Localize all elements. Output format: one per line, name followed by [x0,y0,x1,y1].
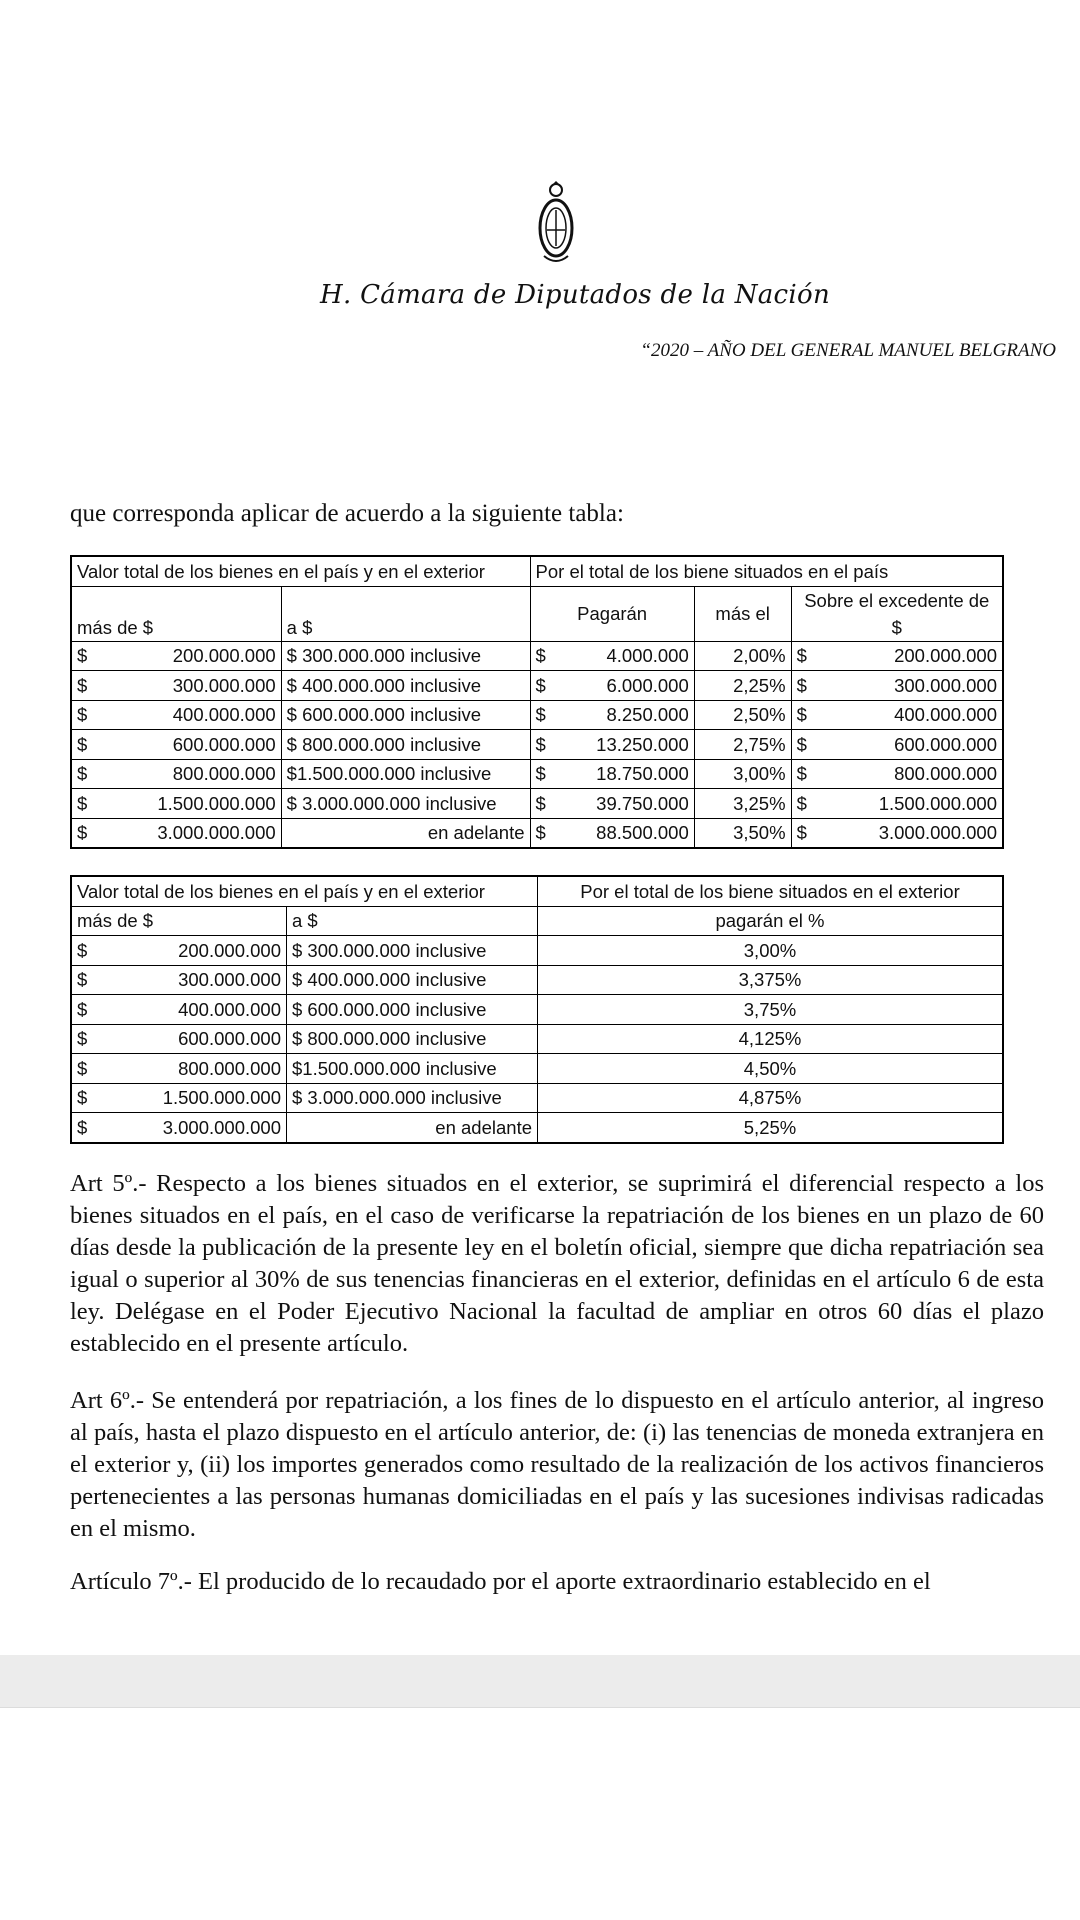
amount: 600.000.000 [178,1028,281,1050]
currency-value [77,642,276,669]
next-page-area [0,1708,1080,1920]
table-cell [71,818,281,848]
table-row [71,671,1003,701]
table-cell: 4,875% [538,1083,1004,1113]
col-header-rate: pagarán el % [538,906,1004,936]
table-cell: $ 800.000.000 inclusive [281,730,530,760]
currency-value [77,996,281,1023]
table-cell: 3,25% [694,789,791,819]
table-cell: 3,00% [694,759,791,789]
currency-value [797,819,997,846]
amount: 1.500.000.000 [162,1087,281,1109]
abroad-tax-table [70,875,1004,1144]
currency-symbol: $ [77,969,88,991]
amount: 800.000.000 [178,1057,281,1079]
table-cell: $ 3.000.000.000 inclusive [287,1083,538,1113]
article-7: Artículo 7º.- El producido de lo recaudado por el aporte extraordinario establecido en el [70,1568,931,1595]
table-group-header: Por el total de los biene situados en el exterior [538,876,1004,906]
currency-symbol: $ [796,704,807,726]
table-cell [71,1083,287,1113]
amount: 600.000.000 [172,733,276,755]
currency-symbol: $ [796,763,807,785]
amount: 3.000.000.000 [162,1116,281,1138]
table-cell [530,671,694,701]
chamber-name: H. Cámara de Diputados de la Nación [319,280,831,310]
currency-value [536,790,689,817]
table-cell [530,641,694,671]
currency-value [77,760,276,787]
amount: 200.000.000 [894,645,997,667]
currency-symbol: $ [77,998,88,1020]
currency-value [77,819,276,846]
table-cell: $ 400.000.000 inclusive [287,965,538,995]
currency-value [77,1084,281,1111]
table-cell [791,759,1003,789]
article-5: Art 5º.- Respecto a los bienes situados en el exterior, se suprimirá el diferencial respecto a los bienes situados en el país, en el caso de verificarse la repatriación de los bienes en un plazo de 60 días desde la publicación de la presente ley en el boletín oficial, siempre que dicha repatriación sea igual o superior al 30% de sus tenencias financieras en el exterior, definidas en el artículo 6 de esta ley. Delégase en el Poder Ejecutivo Nacional la facultad de ampliar en otros 60 días el plazo establecido en el presente artículo. [70,1170,1044,1357]
table-row [71,1083,1003,1113]
currency-symbol: $ [535,733,546,755]
table-group-header: Valor total de los bienes en el país y en el exterior [71,876,538,906]
table-cell [71,936,287,966]
currency-symbol: $ [796,674,807,696]
table-row [71,936,1003,966]
amount: 300.000.000 [172,674,276,696]
currency-symbol: $ [796,792,807,814]
viewer-page-gap [0,1655,1080,1708]
table-cell: 3,00% [538,936,1004,966]
currency-symbol: $ [535,792,546,814]
table-row [71,700,1003,730]
currency-symbol: $ [77,733,88,755]
table-cell [791,641,1003,671]
currency-value [77,1114,281,1141]
currency-value [77,701,276,728]
amount: 800.000.000 [172,763,276,785]
table-cell [791,671,1003,701]
currency-value [797,790,997,817]
table-cell [71,789,281,819]
national-seal-icon [536,180,576,268]
currency-value [77,966,281,993]
currency-value [797,731,997,758]
table-cell [791,789,1003,819]
table-cell: 2,50% [694,700,791,730]
amount: 400.000.000 [172,704,276,726]
table-cell: $ 600.000.000 inclusive [281,700,530,730]
currency-symbol: $ [535,704,546,726]
table-cell [530,759,694,789]
currency-symbol: $ [535,674,546,696]
amount: 13.250.000 [596,733,689,755]
currency-symbol: $ [796,733,807,755]
amount: 300.000.000 [894,674,997,696]
table-row [71,789,1003,819]
amount: 200.000.000 [172,645,276,667]
currency-symbol: $ [535,763,546,785]
table-row [71,995,1003,1025]
table-cell: $1.500.000.000 inclusive [281,759,530,789]
currency-symbol: $ [77,939,88,961]
currency-symbol: $ [535,645,546,667]
amount: 1.500.000.000 [878,792,997,814]
amount: 1.500.000.000 [157,792,276,814]
table-cell: 2,75% [694,730,791,760]
currency-value [77,1025,281,1052]
table-row [71,1113,1003,1143]
col-header-to: a $ [281,586,530,641]
amount: 600.000.000 [894,733,997,755]
table-cell [71,965,287,995]
currency-value [536,760,689,787]
amount: 4.000.000 [606,645,689,667]
table-row [71,818,1003,848]
table-cell [71,671,281,701]
table-row [71,1024,1003,1054]
amount: 400.000.000 [178,998,281,1020]
currency-value [536,731,689,758]
currency-value [77,937,281,964]
currency-symbol: $ [77,674,88,696]
table-cell: $ 800.000.000 inclusive [287,1024,538,1054]
currency-value [797,642,997,669]
table-row [71,730,1003,760]
table-group-header: Por el total de los biene situados en el país [530,556,1003,586]
currency-symbol: $ [77,792,88,814]
table-cell [71,1113,287,1143]
amount: 400.000.000 [894,704,997,726]
amount: 3.000.000.000 [878,822,997,844]
table-cell [530,789,694,819]
table-cell [791,700,1003,730]
currency-symbol: $ [77,1057,88,1079]
intro-text: que corresponda aplicar de acuerdo a la siguiente tabla: [70,500,624,527]
table-row [71,759,1003,789]
amount: 6.000.000 [606,674,689,696]
currency-value [536,672,689,699]
table-cell: 3,75% [538,995,1004,1025]
currency-symbol: $ [77,704,88,726]
currency-symbol: $ [77,1087,88,1109]
col-header-pay: Pagarán [530,586,694,641]
col-header-excess: Sobre el excedente de $ [791,586,1003,641]
table-cell: $ 300.000.000 inclusive [281,641,530,671]
table-cell [71,1054,287,1084]
year-motto: “2020 – AÑO DEL GENERAL MANUEL BELGRANO [640,340,1056,361]
table-row [71,1054,1003,1084]
currency-value [797,760,997,787]
currency-value [77,672,276,699]
amount: 200.000.000 [178,939,281,961]
table-cell [791,730,1003,760]
table-cell: 2,00% [694,641,791,671]
table-cell [530,818,694,848]
table-cell [71,995,287,1025]
table-cell: 2,25% [694,671,791,701]
table-cell: 3,375% [538,965,1004,995]
country-tax-table [70,555,1004,849]
table-cell: 3,50% [694,818,791,848]
table-cell [530,730,694,760]
table-cell [71,1024,287,1054]
currency-value [536,819,689,846]
table-cell: $1.500.000.000 inclusive [287,1054,538,1084]
col-header-from: más de $ [71,906,287,936]
table-cell [71,759,281,789]
table-cell: en adelante [281,818,530,848]
table-cell: 4,125% [538,1024,1004,1054]
table-row [71,965,1003,995]
currency-value [797,672,997,699]
currency-value [536,642,689,669]
col-header-from: más de $ [71,586,281,641]
table-cell: 4,50% [538,1054,1004,1084]
amount: 300.000.000 [178,969,281,991]
table-cell [791,818,1003,848]
currency-value [797,701,997,728]
currency-symbol: $ [77,822,88,844]
table-cell: $ 3.000.000.000 inclusive [281,789,530,819]
currency-value [77,731,276,758]
table-cell: $ 300.000.000 inclusive [287,936,538,966]
amount: 800.000.000 [894,763,997,785]
col-header-to: a $ [287,906,538,936]
currency-symbol: $ [796,645,807,667]
table-cell [71,700,281,730]
amount: 18.750.000 [596,763,689,785]
table-cell: en adelante [287,1113,538,1143]
table-cell [71,730,281,760]
table-cell [530,700,694,730]
currency-symbol: $ [77,1028,88,1050]
table-cell [71,641,281,671]
currency-value [536,701,689,728]
amount: 39.750.000 [596,792,689,814]
currency-value [77,790,276,817]
amount: 88.500.000 [596,822,689,844]
col-header-rate: más el [694,586,791,641]
article-6: Art 6º.- Se entenderá por repatriación, a los fines de lo dispuesto en el artículo anterior, al ingreso al país, hasta el plazo dispuesto en el artículo anterior, de: (i) las tenencias de moneda extranjera en el exterior y, (ii) los importes generados como resultado de la realización de los activos financieros pertenecientes a las personas humanas domiciliadas en el país y las sucesiones indivisas radicadas en el mismo. [70,1387,1044,1542]
amount: 8.250.000 [606,704,689,726]
amount: 3.000.000.000 [157,822,276,844]
currency-symbol: $ [77,645,88,667]
table-cell: $ 600.000.000 inclusive [287,995,538,1025]
currency-value [77,1055,281,1082]
currency-symbol: $ [77,1116,88,1138]
table-cell: 5,25% [538,1113,1004,1143]
table-cell: $ 400.000.000 inclusive [281,671,530,701]
currency-symbol: $ [796,822,807,844]
table-group-header: Valor total de los bienes en el país y en el exterior [71,556,530,586]
table-row [71,641,1003,671]
currency-symbol: $ [77,763,88,785]
currency-symbol: $ [535,822,546,844]
